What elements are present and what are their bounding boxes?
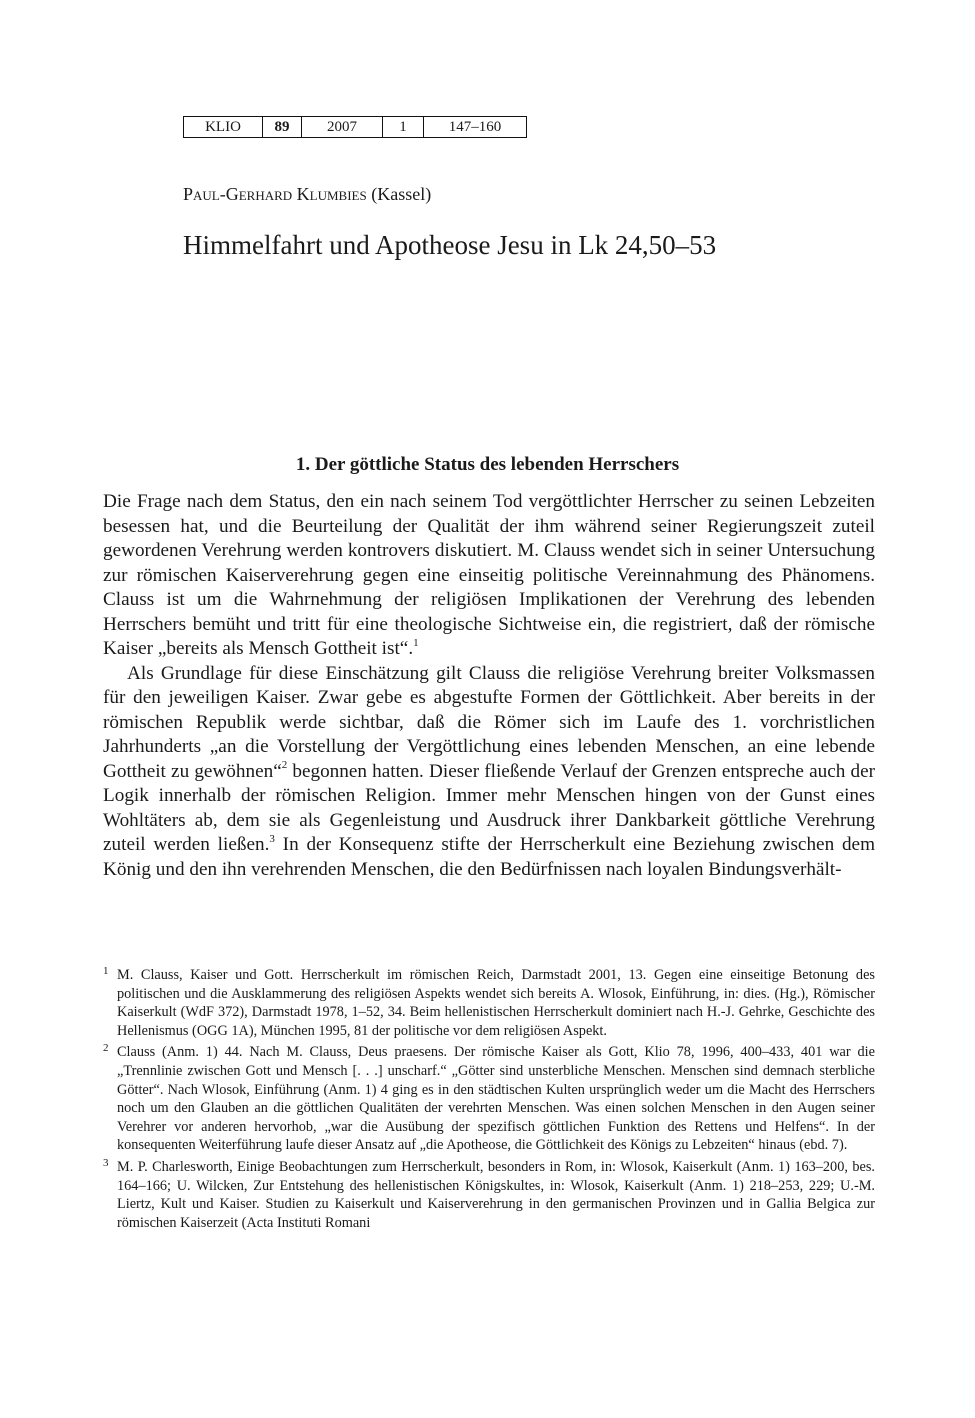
body-text (103, 490, 875, 882)
footnote-ref[interactable]: 2 (281, 759, 288, 772)
journal-name: KLIO (184, 117, 263, 137)
author-line (183, 184, 431, 205)
footnote-text: M. P. Charlesworth, Einige Beobachtungen zum Herrscherkult, besonders in Rom, in: Wlosok, Kaiserkult (Anm. 1) 163–200, bes. 164–166; U. Wilcken, Zur Entstehung des hellenistischen Königskultes, in: Wlosok, Kaiserkult (Anm. 1) 218–253, 229; U.-M. Liertz, Kult und Kaiser. Studien zu Kaiserkult und Kaiserverehrung in den germanischen Provinzen und in Gallia Belgica zur römischen Kaiserzeit (Acta Instituti Romani (117, 1158, 875, 1231)
footnote (103, 1158, 875, 1232)
footnotes (103, 966, 875, 1235)
footnote-ref[interactable]: 1 (413, 636, 419, 649)
footnote-ref[interactable]: 3 (269, 832, 275, 845)
article-title: Himmelfahrt und Apotheose Jesu in Lk 24,50–53 (183, 230, 717, 260)
paragraph-text: In der Konsequenz stifte der Herrscherkult eine Beziehung zwischen dem König und den ihn verehrenden Menschen, die den Bedürfnissen nach loyalen Bindungsverhält- (103, 834, 875, 880)
paragraph-text: Als Grundlage für diese Einschätzung gilt Clauss die religiöse Verehrung breiter Volksmassen für den jeweiligen Kaiser. Zwar gebe es abgestufte Formen der Göttlichkeit. Aber bereits in der römischen Republik werde sichtbar, daß die Römer sich im Laufe des 1. vorchristlichen Jahrhunderts „an die Vorstellung der Vergöttlichung eines lebenden Menschen, an eine lebende Gottheit zu gewöhnen“ (103, 662, 875, 782)
paragraph (103, 490, 875, 662)
author-affiliation: (Kassel) (371, 184, 432, 204)
journal-pages: 147–160 (448, 119, 502, 135)
journal-citation-box (183, 116, 527, 138)
paragraph-text: Die Frage nach dem Status, den ein nach seinem Tod vergöttlichter Herrscher zu seinen Lebzeiten besessen hat, und die Beurteilung der Qualität der ihm während seiner Regierungszeit zuteil gewordenen Verehrung werden kontrovers diskutiert. M. Clauss wendet sich in seiner Untersuchung zur römischen Kaiserverehrung gegen eine einseitig politische Vereinnahmung des Phänomens. Clauss ist um die Wahrnehmung der religiösen Implikationen der Verehrung des lebenden Herrschers bemüht und tritt für eine theologische Sichtweise ein, die registriert, daß der römische Kaiser „bereits als Mensch Gottheit ist“. (103, 491, 875, 659)
paragraph-text: begonnen hatten. Dieser fließende Verlauf der Grenzen entspreche auch der Logik innerhalb der römischen Religion. Immer mehr Menschen hingen von der Gunst eines Wohltäters ab, dem sie als Gegenleistung und Ausdruck ihrer Dankbarkeit göttliche Verehrung zuteil werden ließen. (103, 760, 875, 855)
footnote (103, 1043, 875, 1155)
footnote-mark: 2 (103, 1042, 109, 1055)
section-heading: 1. Der göttliche Status des lebenden Herrschers (295, 454, 680, 475)
footnote-text: M. Clauss, Kaiser und Gott. Herrscherkult im römischen Reich, Darmstadt 2001, 13. Gegen eine einseitige Betonung des politischen und die Ausklammerung des religiösen Aspekts wendet sich bereits A. Wlosok, Einführung, in: dies. (Hg.), Römischer Kaiserkult (WdF 372), Darmstadt 1978, 1–52, 34. Beim hellenistischen Herrscherkult dominiert nach H.-J. Gehrke, Geschichte des Hellenismus (OGG 1A), München 1995, 81 der politische vor dem religiösen Aspekt. (117, 967, 875, 1039)
footnote-mark: 1 (103, 965, 109, 977)
journal-year: 2007 (302, 117, 383, 137)
footnote-text: Clauss (Anm. 1) 44. Nach M. Clauss, Deus praesens. Der römische Kaiser als Gott, Klio 78, 1996, 400–433, 401 war die „Trennlinie zwischen Gott und Mensch [. . .] unscharf.“ „Götter sind unsterbliche Menschen. Menschen sind demnach sterbliche Götter“. Nach Wlosok, Einführung (Anm. 1) 4 ging es in den städtischen Kulten ursprünglich weder um die Macht des Herrschers noch um den Glauben an die göttlichen Qualitäten der verehrten Menschen. Was einen solchen Menschen in den Augen seiner Verehrer vor anderen hervorhob, „war die Ausübung der spezifisch göttlichen Funktion des Rettens und Helfens“. In der konsequenten Weiterführung laufe dieser Ansatz auf „die Apotheose, die Göttlichkeit des Königs zu Lebzeiten“ hinaus (ebd. 7). (117, 1044, 875, 1154)
author-name: Paul-Gerhard Klumbies (183, 184, 367, 204)
paragraph (103, 662, 875, 883)
footnote-mark: 3 (103, 1156, 109, 1169)
footnote (103, 966, 875, 1040)
journal-issue: 1 (383, 117, 424, 137)
journal-volume: 89 (263, 117, 302, 137)
